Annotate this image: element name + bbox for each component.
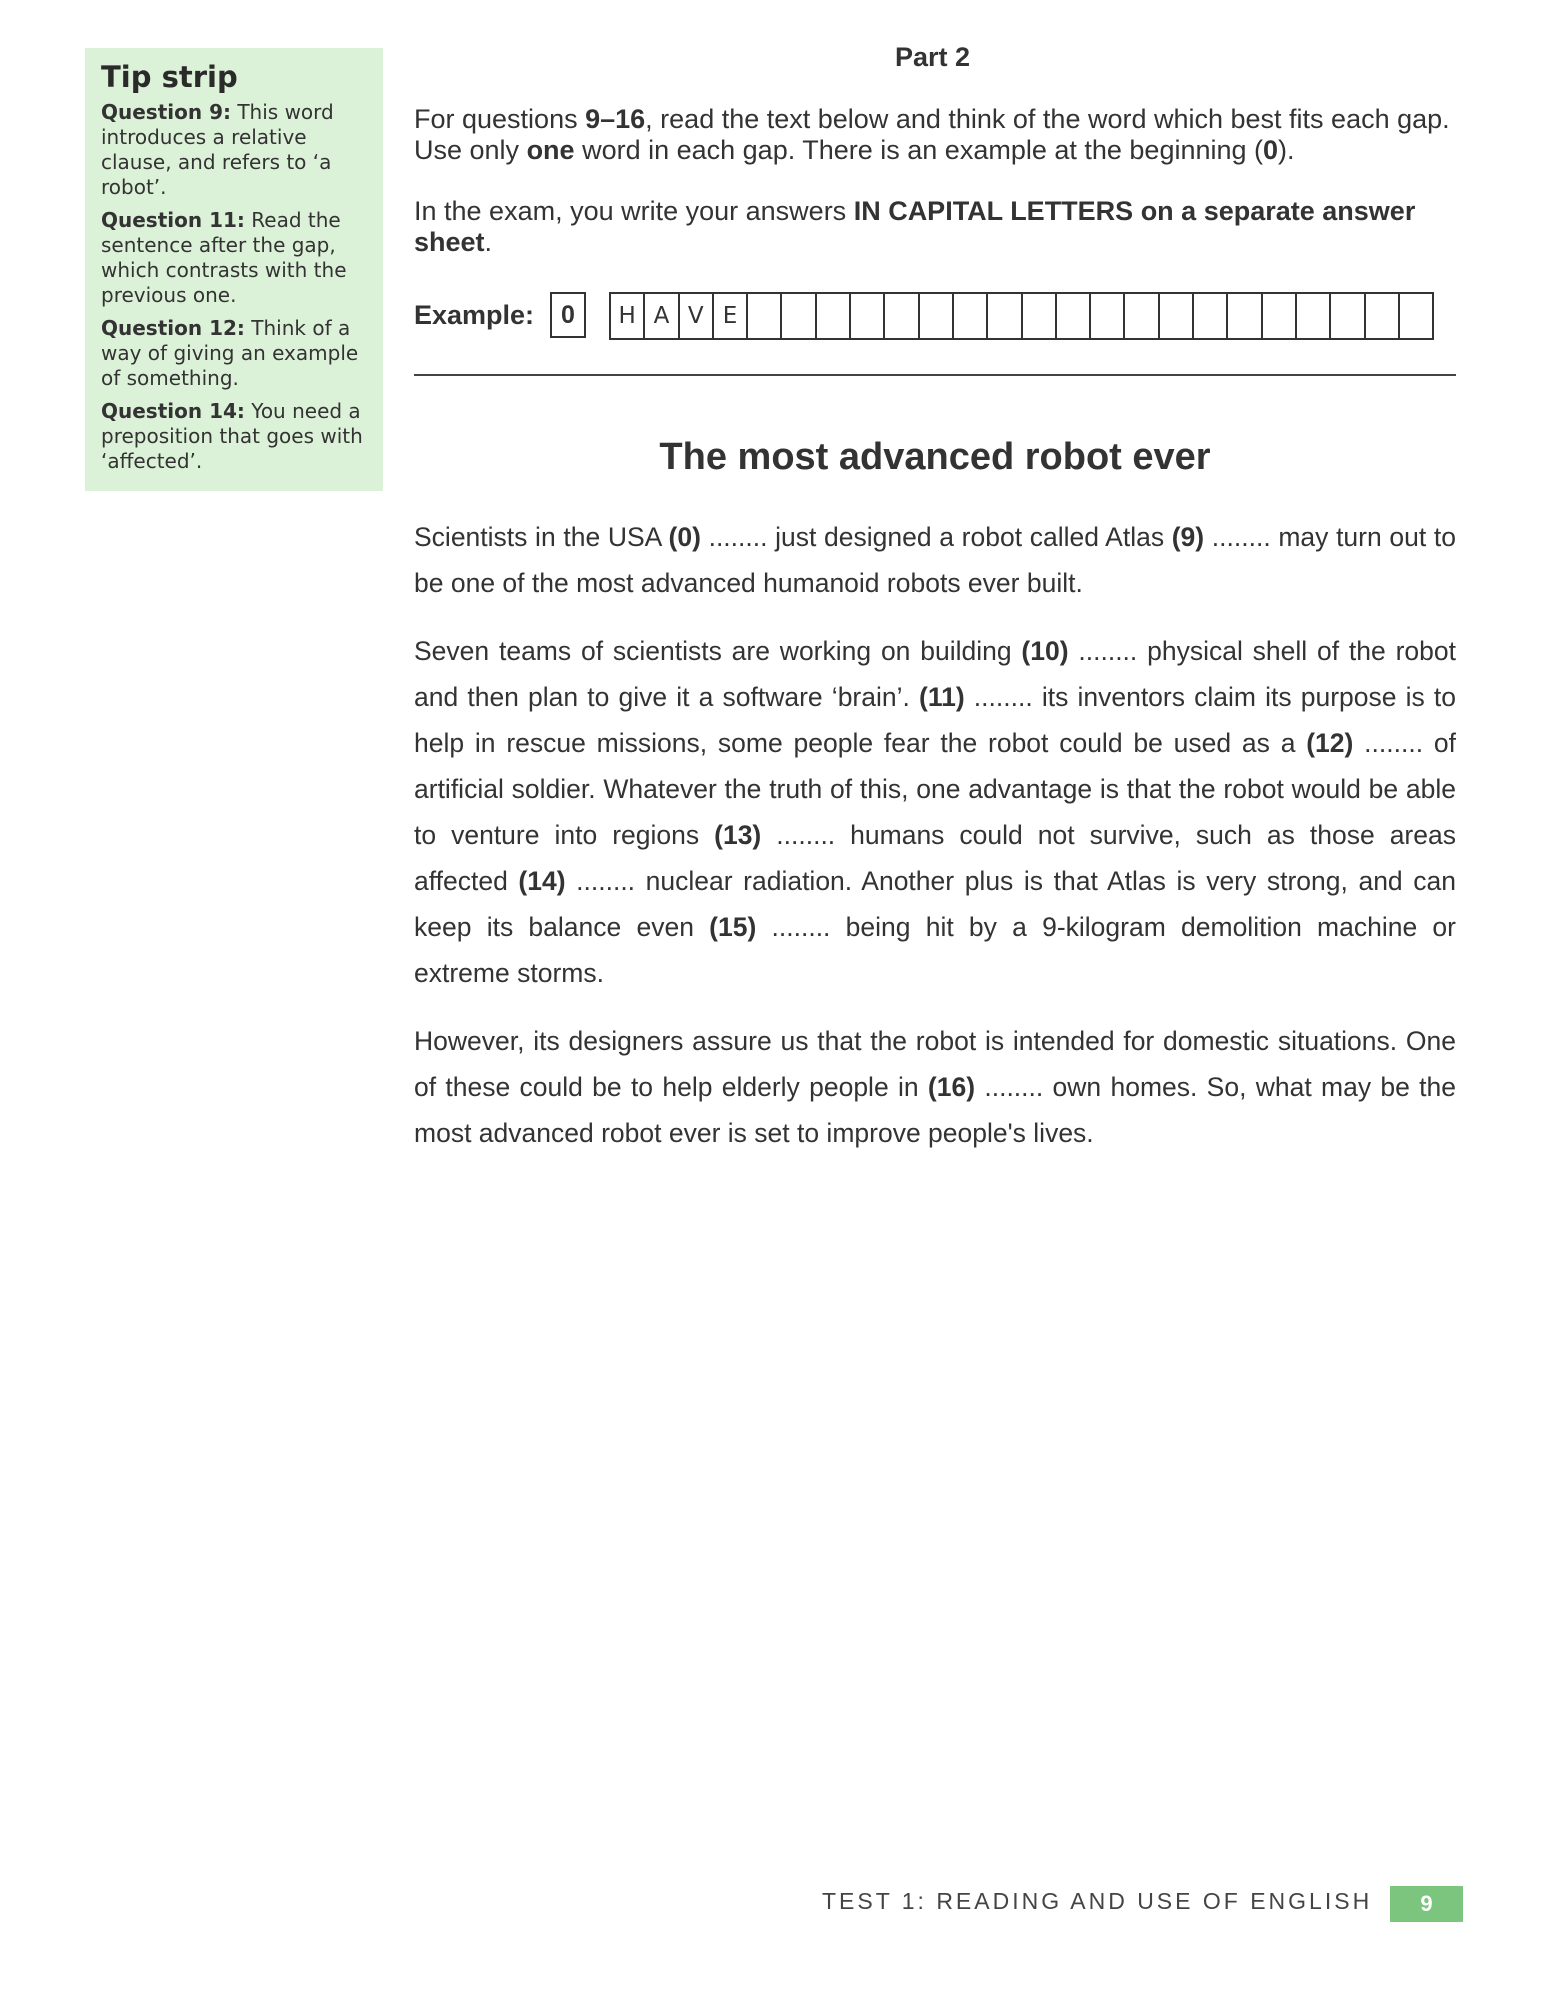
answer-letter-box xyxy=(1400,294,1434,338)
example-row xyxy=(414,290,1434,342)
gap-number: (13) xyxy=(714,820,762,850)
instructions-paragraph-1 xyxy=(414,104,1464,166)
part-title: Part 2 xyxy=(895,42,971,72)
answer-letter-box xyxy=(1091,294,1125,338)
answer-letter-box xyxy=(954,294,988,338)
instr-text: word in each gap. There is an example at the beginning ( xyxy=(574,135,1264,165)
article-text: ........ own homes. So, what may be the most advanced robot ever is set to improve people's lives. xyxy=(414,1072,1456,1148)
tip-text: Read the sentence after the gap, which contrasts with the previous one. xyxy=(101,208,347,307)
footer-section-title: TEST 1: READING AND USE OF ENGLISH xyxy=(822,1888,1373,1914)
article-text: ........ just designed a robot called Atlas xyxy=(700,522,1172,552)
article-text: Scientists in the USA xyxy=(414,522,669,552)
article-text: ........ humans could not survive, such as those areas affected xyxy=(414,820,1456,896)
instr-bold: one xyxy=(526,135,575,165)
answer-letter-box xyxy=(1297,294,1331,338)
answer-letter-box: E xyxy=(714,294,748,338)
answer-letter-box xyxy=(1366,294,1400,338)
gap-number: (11) xyxy=(919,682,965,712)
instr-text: , read the text below and think of the word which best fits each gap. Use only xyxy=(414,104,1450,165)
tip-question-12 xyxy=(101,316,371,391)
instr-text: In the exam, you write your answers xyxy=(414,196,854,226)
tip-label: Question 11: xyxy=(101,208,245,232)
instr-text: For questions xyxy=(414,104,586,134)
answer-letter-box: V xyxy=(680,294,714,338)
tip-text: You need a preposition that goes with ‘affected’. xyxy=(101,399,363,473)
article-text: ........ physical shell of the robot and then plan to give it a software ‘brain’. xyxy=(414,636,1456,712)
gap-number: (10) xyxy=(1021,636,1069,666)
answer-letter-box xyxy=(1160,294,1194,338)
tip-question-11 xyxy=(101,208,371,308)
tip-label: Question 9: xyxy=(101,100,231,124)
answer-letter-box xyxy=(988,294,1022,338)
tip-strip-title: Tip strip xyxy=(101,60,238,94)
example-answer-boxes xyxy=(609,292,1434,340)
answer-letter-box xyxy=(851,294,885,338)
tip-question-14 xyxy=(101,399,371,474)
divider xyxy=(414,374,1456,376)
article-title: The most advanced robot ever xyxy=(659,436,1211,478)
answer-letter-box xyxy=(1194,294,1228,338)
answer-letter-box: H xyxy=(611,294,645,338)
article-paragraph-1 xyxy=(414,514,1456,606)
example-label: Example: xyxy=(414,300,535,330)
tip-text: Think of a way of giving an example of something. xyxy=(101,316,359,390)
article-text: ........ nuclear radiation. Another plus is that Atlas is very strong, and can keep its balance even xyxy=(414,866,1456,942)
tip-strip xyxy=(85,48,383,491)
gap-number: (16) xyxy=(927,1072,976,1102)
gap-number: (14) xyxy=(518,866,566,896)
article-body xyxy=(414,514,1456,1178)
instr-bold: 0 xyxy=(1263,135,1279,165)
answer-letter-box xyxy=(1057,294,1091,338)
instr-bold: 9–16 xyxy=(585,104,646,134)
answer-letter-box xyxy=(782,294,816,338)
gap-number: (9) xyxy=(1171,522,1205,552)
page-number-badge: 9 xyxy=(1390,1886,1463,1922)
article-paragraph-3 xyxy=(414,1018,1456,1156)
article-text: ........ of artificial soldier. Whatever the truth of this, one advantage is that the robot would be able to venture into regions xyxy=(414,728,1456,850)
answer-letter-box xyxy=(748,294,782,338)
answer-letter-box xyxy=(1023,294,1057,338)
tip-question-9 xyxy=(101,100,371,200)
instructions xyxy=(414,104,1464,288)
instructions-paragraph-2 xyxy=(414,196,1464,258)
instr-bold: IN CAPITAL LETTERS on a separate answer sheet xyxy=(414,196,1416,257)
answer-letter-box xyxy=(920,294,954,338)
article-text: Seven teams of scientists are working on building xyxy=(414,636,1022,666)
example-number-box: 0 xyxy=(550,292,586,338)
article-text: However, its designers assure us that the robot is intended for domestic situations. One of these could be to help elderly people in xyxy=(414,1026,1456,1102)
article-paragraph-2 xyxy=(414,628,1456,996)
answer-letter-box xyxy=(1331,294,1365,338)
answer-letter-box xyxy=(817,294,851,338)
gap-number: (12) xyxy=(1306,728,1354,758)
tip-label: Question 12: xyxy=(101,316,245,340)
instr-text: ). xyxy=(1278,135,1295,165)
answer-letter-box xyxy=(1263,294,1297,338)
article-text: ........ may turn out to be one of the most advanced humanoid robots ever built. xyxy=(414,522,1456,598)
gap-number: (15) xyxy=(709,912,757,942)
answer-letter-box xyxy=(885,294,919,338)
instr-text: . xyxy=(484,227,493,257)
tip-text: This word introduces a relative clause, and refers to ‘a robot’. xyxy=(101,100,334,199)
tip-label: Question 14: xyxy=(101,399,245,423)
gap-number: (0) xyxy=(668,522,701,552)
answer-letter-box: A xyxy=(645,294,679,338)
article-text: ........ being hit by a 9-kilogram demolition machine or extreme storms. xyxy=(414,912,1456,988)
answer-letter-box xyxy=(1228,294,1262,338)
article-text: ........ its inventors claim its purpose is to help in rescue missions, some people fear the robot could be used as a xyxy=(414,682,1456,758)
answer-letter-box xyxy=(1125,294,1159,338)
